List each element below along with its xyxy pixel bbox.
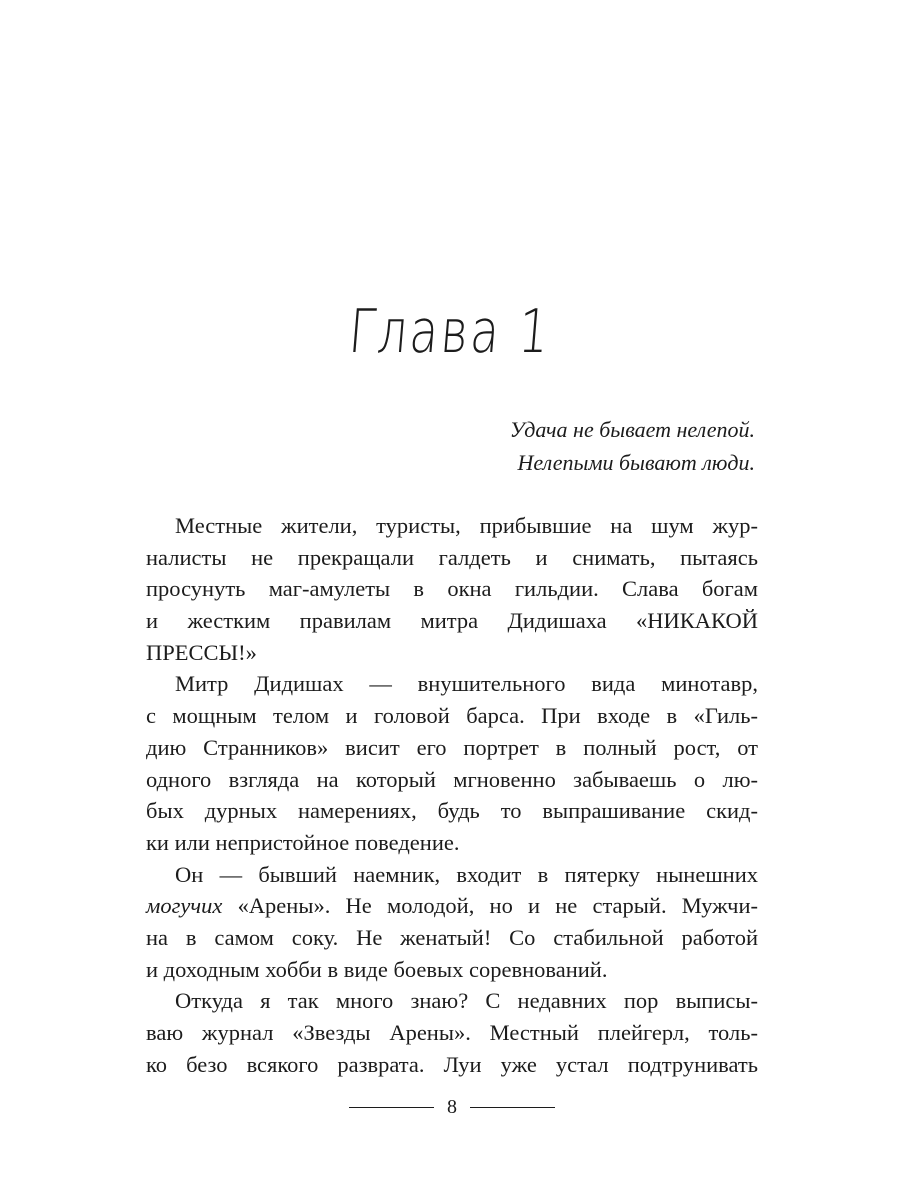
- text-line: на в самом соку. Не женатый! Со стабильной работой: [146, 924, 758, 950]
- page-footer: [0, 1094, 900, 1124]
- body-text: [146, 510, 758, 1080]
- text-line-rest: «Арены». Не молодой, но и не старый. Мужчи-: [237, 893, 758, 919]
- text-line: ПРЕССЫ!»: [146, 639, 257, 665]
- text-line: Он — бывший наемник, входит в пятерку нынешних: [175, 861, 758, 887]
- text-line: налисты не прекращали галдеть и снимать, пытаясь: [146, 544, 758, 570]
- italic-word: могучих: [146, 893, 223, 919]
- text-line: и доходным хобби в виде боевых соревнований.: [146, 956, 608, 982]
- text-line-mixed: [146, 890, 758, 922]
- text-line: одного взгляда на который мгновенно забываешь о лю-: [146, 766, 758, 792]
- epigraph-line: Нелепыми бывают люди.: [517, 450, 755, 475]
- text-line: ки или непристойное поведение.: [146, 829, 460, 855]
- text-line: дию Странников» висит его портрет в полный рост, от: [146, 734, 758, 760]
- text-line: и жестким правилам митра Дидишаха «НИКАКОЙ: [146, 608, 758, 634]
- page-number: 8: [447, 1096, 457, 1118]
- text-line: Местные жители, туристы, прибывшие на шум жур-: [175, 513, 758, 538]
- text-line: Митр Дидишах — внушительного вида минотавр,: [175, 671, 758, 697]
- chapter-title: Глава 1: [346, 297, 554, 367]
- epigraph: [255, 413, 755, 479]
- text-line: бых дурных намерениях, будь то выпрашивание скид-: [146, 798, 758, 824]
- text-line: с мощным телом и головой барса. При входе в «Гиль-: [146, 703, 758, 729]
- footer-rule-left: [349, 1107, 434, 1108]
- text-line: ко безо всякого разврата. Луи уже устал подтрунивать: [146, 1051, 758, 1077]
- text-line: Откуда я так много знаю? С недавних пор выписы-: [175, 988, 758, 1014]
- footer-rule-right: [470, 1107, 555, 1108]
- text-line: ваю журнал «Звезды Арены». Местный плейгерл, толь-: [146, 1020, 758, 1045]
- text-line: просунуть маг-амулеты в окна гильдии. Слава богам: [146, 576, 758, 602]
- epigraph-line: Удача не бывает нелепой.: [509, 417, 755, 442]
